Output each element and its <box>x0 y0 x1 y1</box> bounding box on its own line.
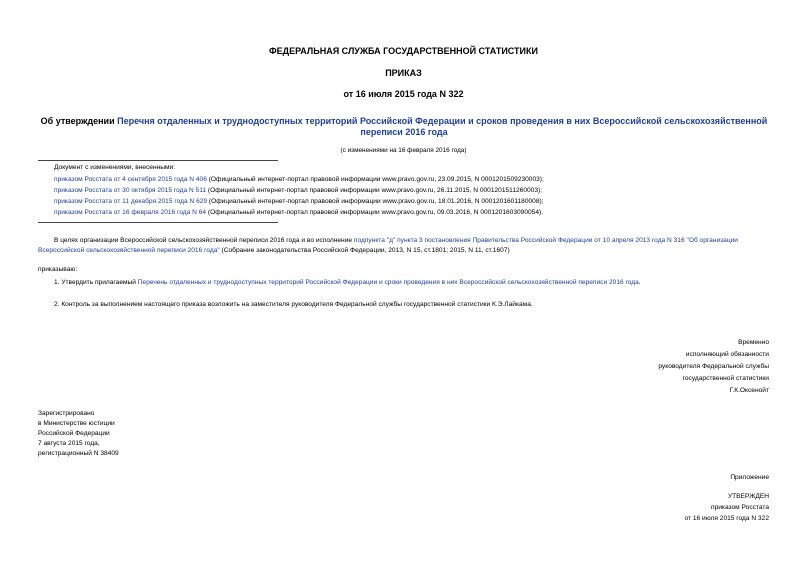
amendment-note: (с изменениями на 16 февраля 2016 года) <box>340 147 467 154</box>
registration-line: 7 августа 2015 года, <box>38 440 100 447</box>
change-item-tail: (Официальный интернет-портал правовой информации www.pravo.gov.ru, 18.01.2016, N 0001201601180008); <box>207 198 544 205</box>
appendix-label: Приложение <box>730 474 769 481</box>
approved-block <box>685 491 770 524</box>
document-type: ПРИКАЗ <box>385 68 422 78</box>
title-prefix: Об утверждении <box>40 116 118 126</box>
signature-line: Временно <box>738 339 769 346</box>
approved-line: приказом Росстата <box>711 504 769 511</box>
preamble-end: (Собрание законодательства Российской Федерации, 2013, N 15, ст.1801; 2015, N 11, ст.1607) <box>219 247 510 254</box>
point-1-end: . <box>638 279 641 286</box>
change-item-link[interactable]: приказом Росстата от 4 сентября 2015 года N 406 <box>54 176 207 183</box>
change-item-tail: (Официальный интернет-портал правовой информации www.pravo.gov.ru, 23.09.2015, N 0001201509230003); <box>206 176 544 183</box>
registration-line: регистрационный N 38409 <box>38 450 119 457</box>
changes-bottom-rule <box>38 222 278 223</box>
document-date-number: от 16 июля 2015 года N 322 <box>343 89 464 99</box>
point-1 <box>54 278 641 288</box>
preamble-paragraph <box>38 236 774 256</box>
change-item-tail: (Официальный интернет-портал правовой информации www.pravo.gov.ru, 09.03.2016, N 0001201603090054). <box>206 209 544 216</box>
change-item-link[interactable]: приказом Росстата от 30 октября 2015 года N 511 <box>54 187 207 194</box>
change-item-link[interactable]: приказом Росстата от 16 февраля 2016 года N 64 <box>54 209 207 216</box>
title-link[interactable]: Перечня отдаленных и труднодоступных территорий Российской Федерации и сроков проведения в них Всероссийской сельскохозяйственной переписи 2016 года <box>117 116 768 137</box>
registration-block <box>38 409 119 459</box>
approved-line: УТВЕРЖДЕН <box>727 493 769 500</box>
point-2: 2. Контроль за выполнением настоящего приказа возложить на заместителя руководителя Федеральной службы государственной статистики К.Э.Лайкама. <box>54 301 533 308</box>
registration-line: в Министерстве юстиции <box>38 420 115 427</box>
point-1-start: 1. Утвердить прилагаемый <box>54 279 138 286</box>
signature-line: исполняющий обязанности <box>685 351 769 358</box>
signature-line: государственной статистики <box>682 375 769 382</box>
agency-name: ФЕДЕРАЛЬНАЯ СЛУЖБА ГОСУДАРСТВЕННОЙ СТАТИСТИКИ <box>269 46 538 56</box>
approved-line: от 16 июля 2015 года N 322 <box>684 515 769 522</box>
order-word: приказываю: <box>38 266 78 273</box>
change-item <box>54 175 544 185</box>
change-item <box>54 186 542 196</box>
change-item <box>54 208 543 218</box>
changes-heading: Документ с изменениями, внесенными: <box>54 164 176 171</box>
changes-top-rule <box>38 160 278 161</box>
preamble-start: В целях организации Всероссийской сельскохозяйственной переписи 2016 года и во исполнение <box>54 237 354 244</box>
change-item-link[interactable]: приказом Росстата от 11 декабря 2015 года N 629 <box>54 198 208 205</box>
signature-line: Г.К.Оксенойт <box>729 387 769 394</box>
registration-line: Зарегистрировано <box>38 410 95 417</box>
preamble-link[interactable]: подпункта "д" пункта 3 постановления Правительства Российской Федерации от 10 апреля 2013 года N 316 "Об организации Всероссийской сельскохозяйственной переписи 2016 года" <box>38 237 738 254</box>
registration-line: Российской Федерации <box>38 430 110 437</box>
change-item <box>54 197 544 207</box>
document-title <box>40 116 768 138</box>
signature-line: руководителя Федеральной службы <box>658 363 769 370</box>
point-1-link[interactable]: Перечень отдаленных и труднодоступных территорий Российской Федерации и сроки проведения в них Всероссийской сельскохозяйственной переписи 2016 года <box>137 279 639 286</box>
change-item-tail: (Официальный интернет-портал правовой информации www.pravo.gov.ru, 26.11.2015, N 0001201511260003); <box>206 187 543 194</box>
signature-block <box>658 337 769 397</box>
